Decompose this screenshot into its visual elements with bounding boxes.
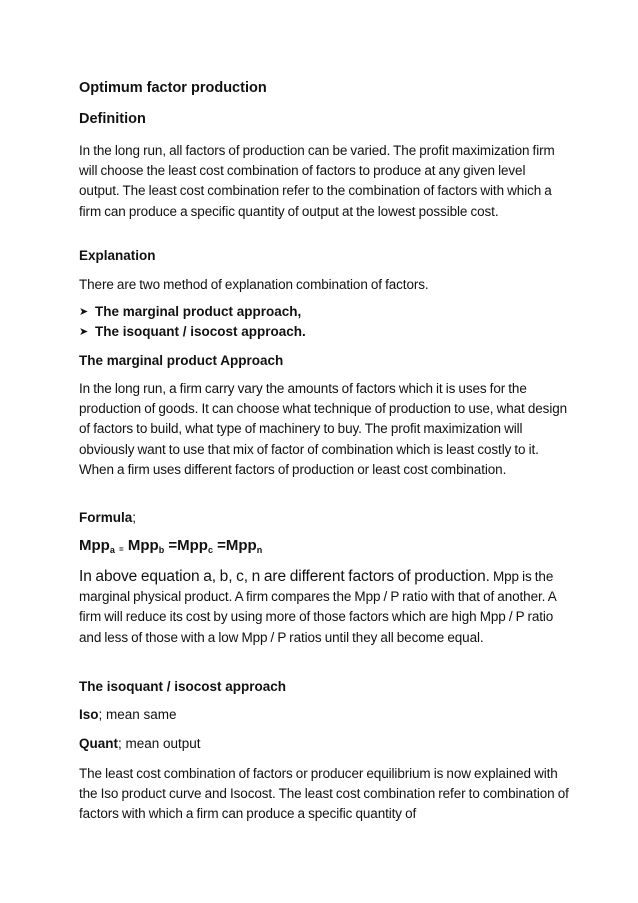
formula-label: Formula — [79, 510, 133, 525]
bullet-item — [79, 303, 569, 321]
quant-definition — [79, 735, 569, 753]
formula-equation: Mpp$_a$ = Mpp$_b$ =Mpp$_c$ =Mpp$_n$ — [79, 537, 263, 555]
least-cost-paragraph: The least cost combination of factors or producer equilibrium is now explained with the Iso product curve and Isocost. The least cost combination refer to combination of factors with which a firm can produce a specific quantity of — [79, 766, 569, 822]
formula-explanation-lead: In above equation a, b, c, n are different factors of production. — [79, 568, 490, 585]
quant-term: Quant — [79, 736, 118, 751]
definition-heading: Definition — [79, 111, 146, 127]
quant-meaning: ; mean output — [118, 736, 201, 751]
bullet-text: The marginal product approach, — [95, 304, 302, 319]
arrow-bullet-icon: ➤ — [79, 306, 89, 318]
arrow-bullet-icon: ➤ — [79, 326, 89, 338]
formula-explanation-paragraph — [79, 567, 569, 648]
formula-label-line — [79, 509, 569, 527]
formula-explanation-rest: the marginal physical product. A firm compares the Mpp / P ratio with that of another. A firm will reduce its cost by using more of those factors which are high Mpp / P ratio and less of those with a low Mpp / P ratios until they all become equal. — [79, 569, 556, 645]
marginal-product-heading: The marginal product Approach — [79, 353, 284, 368]
bullet-item — [79, 323, 569, 341]
isoquant-heading: The isoquant / isocost approach — [79, 679, 287, 694]
iso-term: Iso — [79, 707, 99, 722]
definition-paragraph: In the long run, all factors of production can be varied. The profit maximization firm will choose the least cost combination of factors to produce at any given level output. The least cost combination refer to the combination of factors with which a firm can produce a specific quantity of output at the lowest possible cost. — [79, 143, 555, 219]
explanation-paragraph: There are two method of explanation combination of factors. — [79, 277, 429, 292]
document-title: Optimum factor production — [79, 80, 267, 96]
marginal-product-paragraph: In the long run, a firm carry vary the amounts of factors which it is uses for the production of goods. It can choose what technique of production to use, what design of factors to build, what type of machinery to buy. The profit maximization will obviously want to use that mix of factor of combination which is least costly to it. When a firm uses different factors of production or least cost combination. — [79, 381, 568, 477]
formula-explanation-mpp: Mpp is — [492, 569, 532, 584]
iso-meaning: ; mean same — [98, 707, 177, 722]
iso-definition — [79, 706, 569, 724]
formula-label-suffix: ; — [132, 510, 137, 525]
bullet-text: The isoquant / isocost approach. — [95, 324, 306, 339]
explanation-heading: Explanation — [79, 248, 156, 263]
